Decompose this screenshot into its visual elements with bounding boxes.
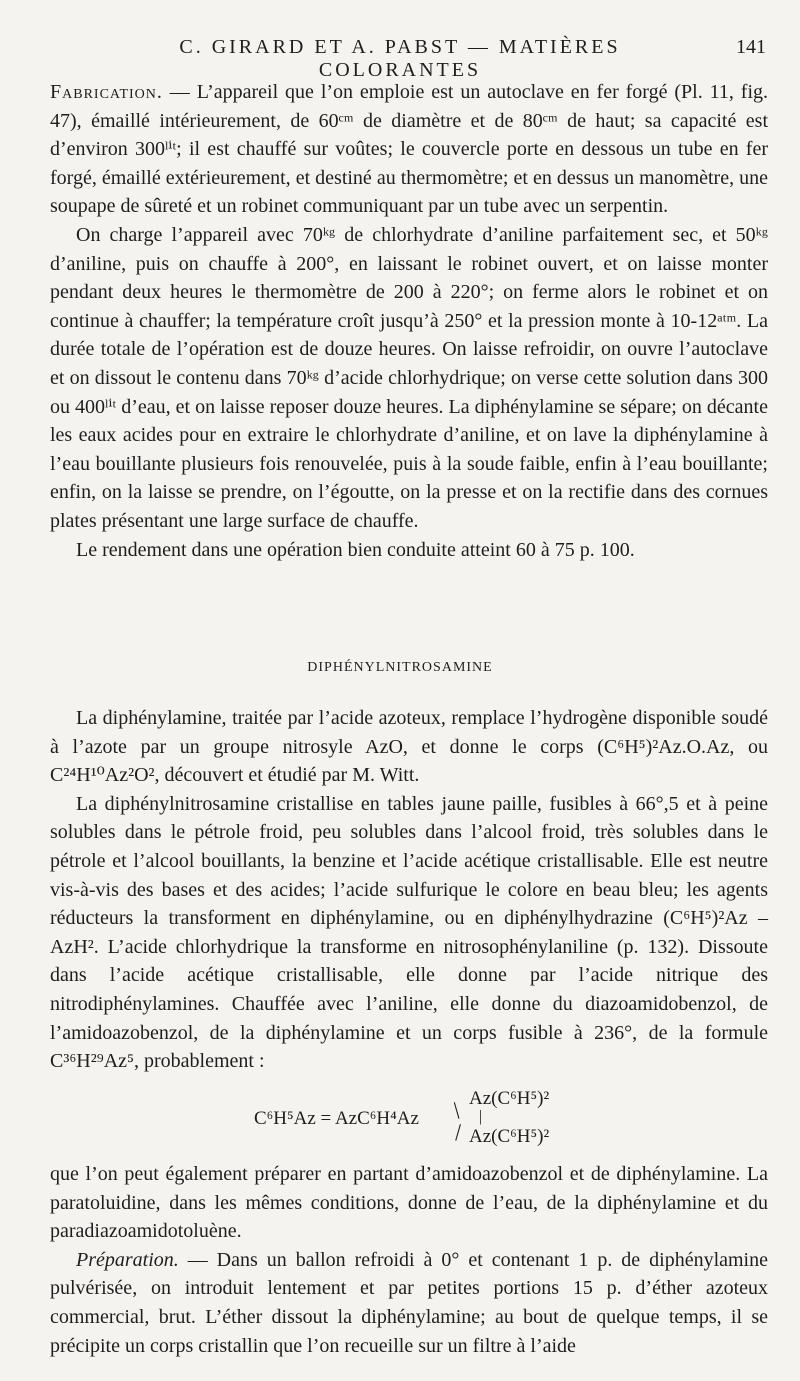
charging-paragraph: On charge l’appareil avec 70ᵏᵍ de chlorhydrate d’aniline parfaitement sec, et 50ᵏᵍ d’aniline, puis on chauffe à 200°, en laissant le robinet ouvert, et on laisse monter pendant deux heures le thermomètre de 200 à 220°; on ferme alors le robinet et on continue à chauffer; la température croît jusqu’à 250° et la pression monte à 10-12ᵃᵗᵐ. La durée totale de l’opération est de douze heures. On laisse refroidir, on ouvre l’autoclave et on dissout le contenu dans 70ᵏᵍ d’acide chlorhydrique; on verse cette solution dans 300 ou 400ˡⁱᵗ d’eau, et on laisse reposer douze heures. La diphénylamine se sépare; on décante les eaux acides pour en extraire le chlorhydrate d’aniline, et on lave la diphénylamine à l’eau bouillante plusieurs fois renouvelée, puis à la soude faible, enfin à l’eau bouillante; enfin, on la laisse se prendre, on l’égoutte, on la presse et on la rectifie dans des cornues plates présentant une large surface de chauffe. bbox=[50, 223, 768, 532]
after-formula-paragraph: que l’on peut également préparer en partant d’amidoazobenzol et de diphénylamine. La paratoluidine, dans les mêmes conditions, donne de l’eau, de la diphénylamine et du paradiazoamidotoluène. bbox=[50, 1163, 768, 1243]
fabrication-section bbox=[50, 78, 768, 564]
section-title: DIPHÉNYLNITROSAMINE bbox=[307, 660, 493, 675]
fabrication-paragraph bbox=[50, 78, 768, 221]
nitrosamine-section bbox=[50, 704, 768, 1076]
fabrication-text: — L’appareil que l’on emploie est un autoclave en fer forgé (Pl. 11, fig. 47), émaillé intérieurement, de 60ᶜᵐ de diamètre et de 80ᶜᵐ de haut; sa capacité est d’environ 300ˡⁱᵗ; il est chauffé sur voûtes; le couvercle porte en dessous un tube en fer forgé, émaillé extérieurement, et destiné au thermomètre; et en dessus un manomètre, une soupape de sûreté et un robinet communiquant par un tube avec un serpentin. bbox=[50, 81, 768, 218]
preparation-label: Préparation. bbox=[76, 1248, 179, 1271]
formula-left-side: C⁶H⁵Az = AzC⁶H⁴Az bbox=[254, 1108, 419, 1129]
nitrosamine-intro-paragraph: La diphénylamine, traitée par l’acide azoteux, remplace l’hydrogène disponible soudé à l’azote par un groupe nitrosyle AzO, et donne le corps (C⁶H⁵)²Az.O.Az, ou C²⁴H¹⁰Az²O², découvert et étudié par M. Witt. bbox=[50, 707, 768, 787]
closing-section bbox=[50, 1160, 768, 1360]
formula-upper-bond-icon: / bbox=[446, 1098, 468, 1124]
formula-lower-branch: Az(C⁶H⁵)² bbox=[469, 1126, 550, 1147]
page-number: 141 bbox=[736, 36, 766, 58]
chemical-formula bbox=[254, 1088, 594, 1158]
formula-upper-branch: Az(C⁶H⁵)² bbox=[469, 1088, 550, 1109]
yield-paragraph: Le rendement dans une opération bien conduite atteint 60 à 75 p. 100. bbox=[76, 538, 635, 561]
formula-lower-bond-icon: \ bbox=[447, 1120, 468, 1146]
preparation-paragraph bbox=[50, 1246, 768, 1360]
page-header bbox=[0, 36, 800, 81]
formula-vertical-bond: | bbox=[479, 1108, 483, 1125]
nitrosamine-properties-paragraph: La diphénylnitrosamine cristallise en tables jaune paille, fusibles à 66°,5 et à peine solubles dans le pétrole froid, peu solubles dans l’alcool froid, très solubles dans le pétrole et l’alcool bouillants, la benzine et l’acide acétique cristallisable. Elle est neutre vis-à-vis des bases et des acides; l’acide sulfurique le colore en beau bleu; les agents réducteurs la transforment en diphénylamine, ou en diphénylhydrazine (C⁶H⁵)²Az – AzH². L’acide chlorhydrique la transforme en nitrosophénylaniline (p. 132). Dissoute dans l’acide acétique cristallisable, elle donne par l’acide nitrique des nitrodiphénylamines. Chauffée avec l’aniline, elle donne du diazoamidobenzol, de l’amidoazobenzol, de la diphénylamine et un corps fusible à 236°, de la formule C³⁶H²⁹Az⁵, probablement : bbox=[50, 792, 768, 1073]
fabrication-label: Fabrication. bbox=[50, 81, 163, 103]
running-head: C. GIRARD ET A. PABST — MATIÈRES COLORANTES bbox=[179, 36, 621, 81]
preparation-text: — Dans un ballon refroidi à 0° et contenant 1 p. de diphénylamine pulvérisée, on introduit lentement et par petites portions 15 p. d’éther azoteux commercial, brut. L’éther dissout la diphénylamine; au bout de quelque temps, il se précipite un corps cristallin que l’on recueille sur un filtre à l’aide bbox=[50, 1248, 768, 1357]
